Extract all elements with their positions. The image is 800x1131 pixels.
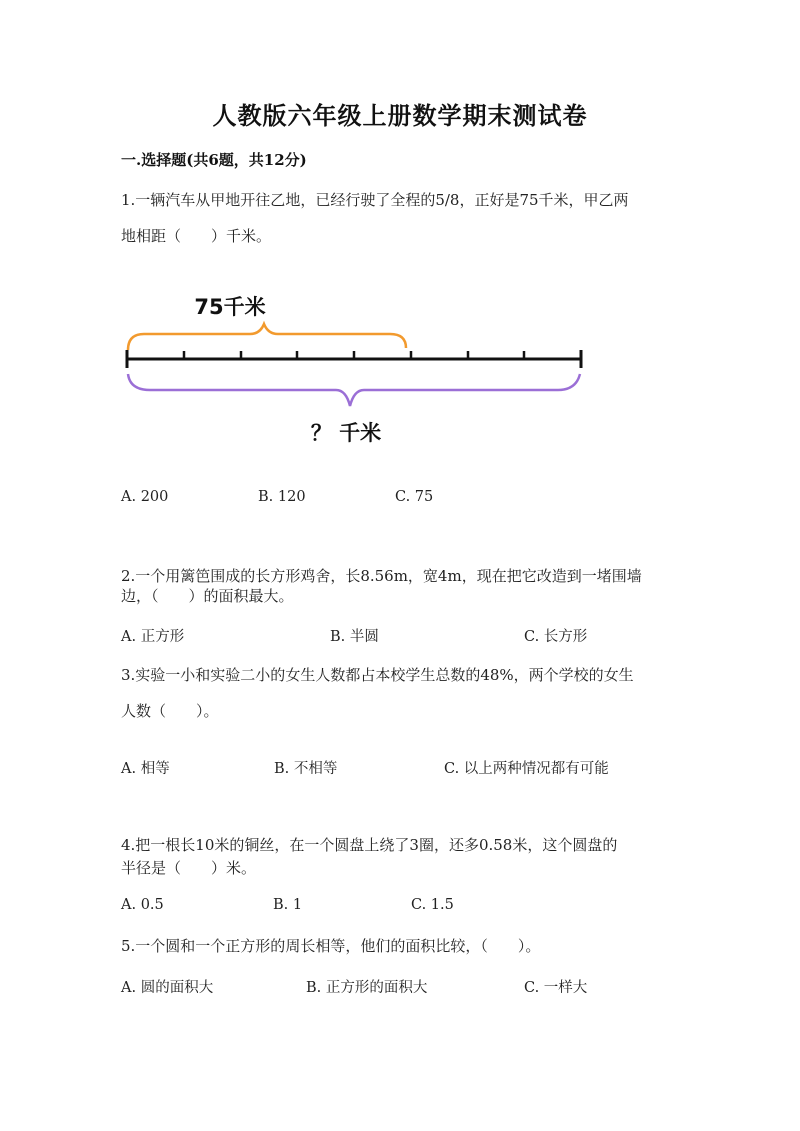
q1-option-b: B. 120 — [258, 489, 306, 505]
top-brace-label: 75千米 — [194, 295, 266, 319]
question-1-line-2: 地相距（ ）千米。 — [121, 227, 272, 245]
q5-option-b: B. 正方形的面积大 — [306, 980, 428, 996]
top-brace — [128, 324, 406, 350]
question-3-line-2: 人数（ ）。 — [121, 702, 219, 720]
question-5-line-1: 5.一个圆和一个正方形的周长相等，他们的面积比较，（ ）。 — [121, 937, 541, 955]
question-2-line-1: 2.一个用篱笆围成的长方形鸡舍，长8.56m，宽4m，现在把它改造到一堵围墙 — [121, 567, 642, 585]
q4-option-b: B. 1 — [273, 897, 303, 913]
question-4-line-2: 半径是（ ）米。 — [121, 859, 257, 877]
q1-option-c: C. 75 — [395, 489, 434, 505]
q2-option-a: A. 正方形 — [121, 629, 185, 645]
page-title: 人教版六年级上册数学期末测试卷 — [212, 101, 588, 130]
segment-diagram — [100, 280, 620, 460]
bottom-brace — [128, 374, 580, 406]
q4-option-a: A. 0.5 — [121, 897, 164, 913]
q3-option-b: B. 不相等 — [274, 761, 338, 777]
q5-option-a: A. 圆的面积大 — [121, 980, 214, 996]
question-4-line-1: 4.把一根长10米的铜丝，在一个圆盘上绕了3圈，还多0.58米，这个圆盘的 — [121, 836, 618, 854]
question-2-line-2: 边，（ ）的面积最大。 — [121, 587, 294, 605]
q5-option-c: C. 一样大 — [524, 980, 588, 996]
bottom-brace-label: ？ 千米 — [310, 421, 382, 445]
q2-option-b: B. 半圆 — [330, 629, 379, 645]
q1-option-a: A. 200 — [121, 489, 169, 505]
q4-option-c: C. 1.5 — [411, 897, 454, 913]
question-3-line-1: 3.实验一小和实验二小的女生人数都占本校学生总数的48%，两个学校的女生 — [121, 666, 634, 684]
q3-option-a: A. 相等 — [121, 761, 170, 777]
q2-option-c: C. 长方形 — [524, 629, 588, 645]
section-heading: 一.选择题(共6题，共12分) — [121, 151, 307, 169]
q3-option-c: C. 以上两种情况都有可能 — [444, 761, 609, 777]
question-1-line-1: 1.一辆汽车从甲地开往乙地，已经行驶了全程的5/8，正好是75千米，甲乙两 — [121, 191, 629, 209]
